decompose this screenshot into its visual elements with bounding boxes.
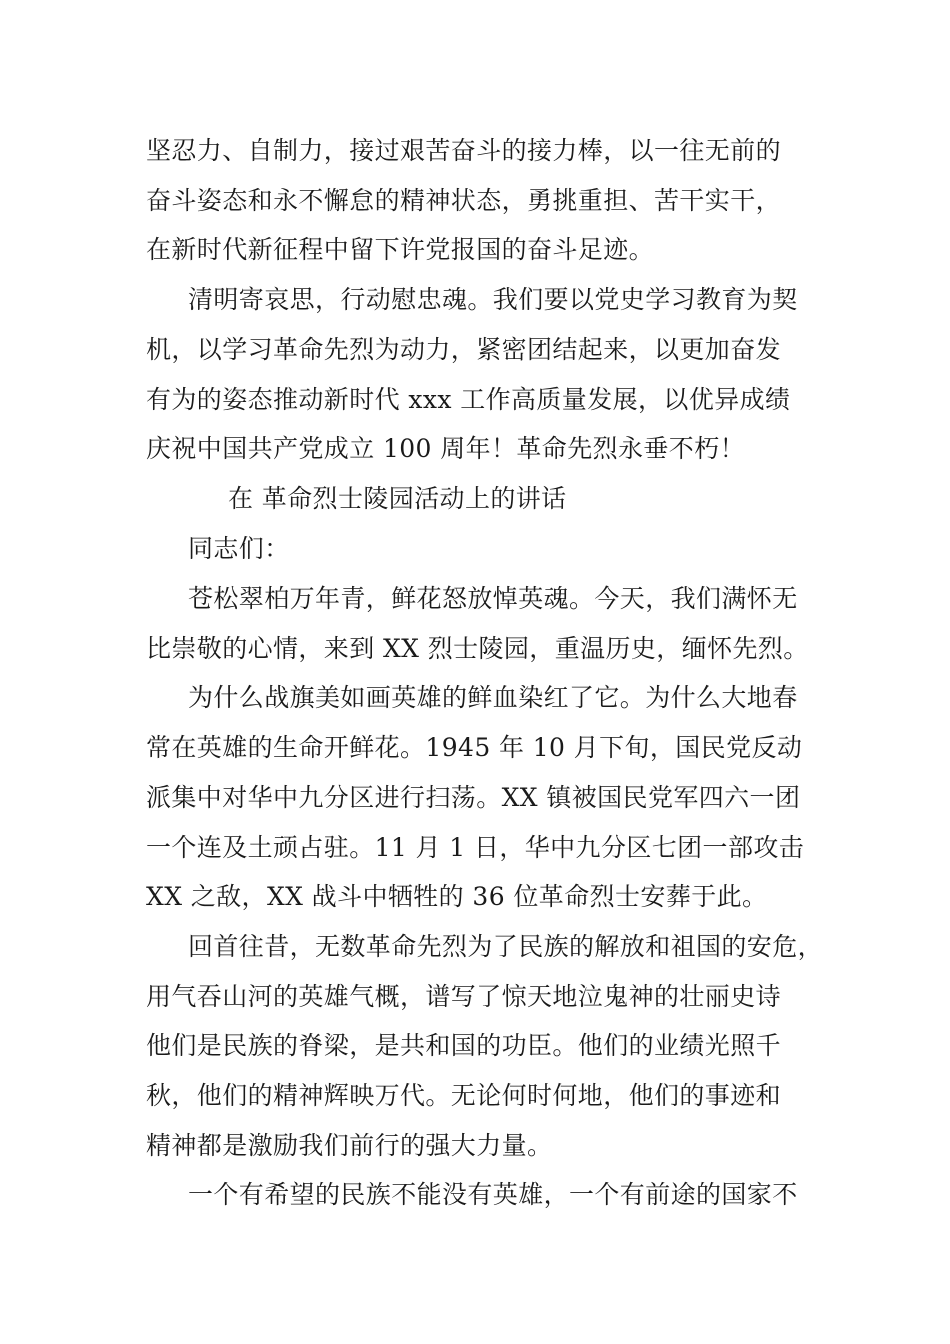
text-line: 派集中对华中九分区进行扫荡。XX 镇被国民党军四六一团 — [146, 783, 801, 812]
text-line: 奋斗姿态和永不懈怠的精神状态，勇挑重担、苦干实干， — [146, 186, 782, 215]
paragraph-first-line: 回首往昔，无数革命先烈为了民族的解放和祖国的安危， — [188, 932, 824, 961]
salutation: 同志们： — [188, 534, 290, 563]
text-line: 比崇敬的心情，来到 XX 烈士陵园，重温历史，缅怀先烈。 — [146, 634, 809, 663]
text-line: 在新时代新征程中留下许党报国的奋斗足迹。 — [146, 235, 655, 264]
paragraph-first-line: 为什么战旗美如画英雄的鲜血染红了它。为什么大地春 — [188, 683, 798, 712]
text-line: 坚忍力、自制力，接过艰苦奋斗的接力棒，以一往无前的 — [146, 136, 782, 165]
text-line: 机，以学习革命先烈为动力，紧密团结起来，以更加奋发 — [146, 335, 782, 364]
text-line: 用气吞山河的英雄气概，谱写了惊天地泣鬼神的壮丽史诗 — [146, 982, 782, 1011]
text-line: 有为的姿态推动新时代 xxx 工作高质量发展，以优异成绩 — [146, 385, 791, 414]
text-line: 常在英雄的生命开鲜花。1945 年 10 月下旬，国民党反动 — [146, 733, 803, 762]
text-line: 庆祝中国共产党成立 100 周年！革命先烈永垂不朽！ — [146, 434, 746, 463]
text-line: 精神都是激励我们前行的强大力量。 — [146, 1131, 553, 1160]
paragraph-first-line: 清明寄哀思，行动慰忠魂。我们要以党史学习教育为契 — [188, 285, 798, 314]
paragraph-first-line: 一个有希望的民族不能没有英雄，一个有前途的国家不 — [188, 1180, 798, 1209]
text-line: 他们是民族的脊梁，是共和国的功臣。他们的业绩光照千 — [146, 1031, 782, 1060]
speech-title: 在 革命烈士陵园活动上的讲话 — [228, 484, 567, 513]
text-line: XX 之敌，XX 战斗中牺牲的 36 位革命烈士安葬于此。 — [146, 882, 768, 911]
paragraph-first-line: 苍松翠柏万年青，鲜花怒放悼英魂。今天，我们满怀无 — [188, 584, 798, 613]
text-line: 一个连及土顽占驻。11 月 1 日，华中九分区七团一部攻击 — [146, 833, 805, 862]
text-line: 秋，他们的精神辉映万代。无论何时何地，他们的事迹和 — [146, 1081, 782, 1110]
